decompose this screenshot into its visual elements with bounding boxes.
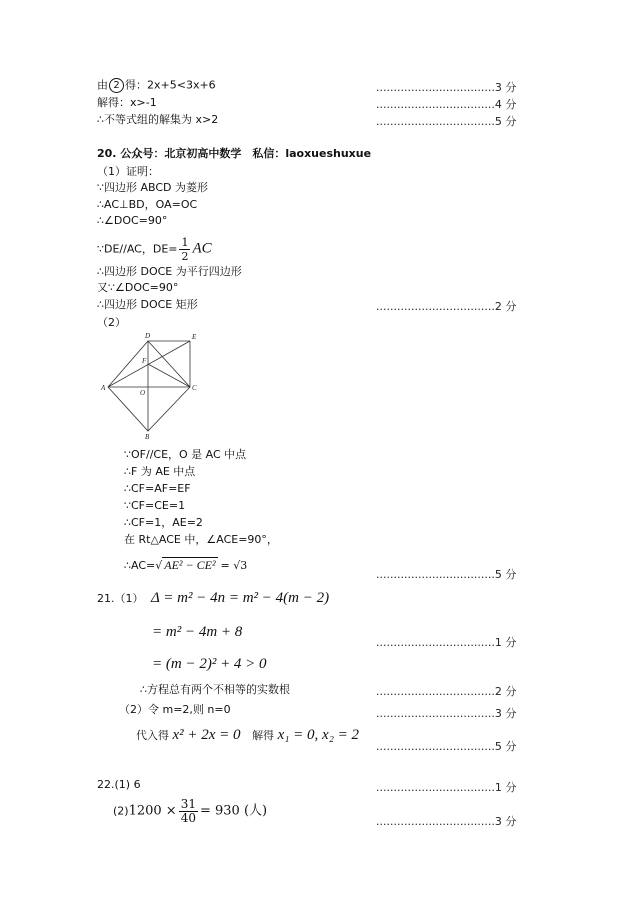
q20-m5: ∴CF=1，AE=2 (124, 516, 203, 529)
q20-m6: 在 Rt△ACE 中，∠ACE=90°， (124, 533, 278, 546)
fraction-numerator: 1 (181, 236, 189, 249)
points-marker: ..................................3 分 (376, 707, 517, 720)
points-marker: ..................................5 分 (376, 568, 517, 581)
label-d: D (145, 332, 151, 340)
q21-line6-math: x² + 2x = 0 (172, 727, 241, 743)
points-marker: ..................................1 分 (376, 636, 517, 649)
q20-line4-pre: ∵DE//AC，DE= (97, 242, 178, 256)
fraction-half (179, 236, 190, 263)
q20-m3: ∴CF=AF=EF (124, 482, 191, 495)
q20-line4 (97, 236, 212, 263)
q21-line6-math2: x₁ = 0, x₂ = 2 (277, 727, 360, 743)
q21-line6-pre: 代入得 (136, 729, 169, 742)
rhombus-figure (98, 330, 208, 442)
points-marker: ..................................3 分 (376, 81, 517, 94)
q20-line3: ∴∠DOC=90° (97, 214, 168, 227)
q20-part1: （1）证明： (97, 165, 159, 178)
fraction-31-40 (179, 798, 198, 825)
q21-line1-pre: 21.（1） (97, 592, 144, 605)
q19-line1-pre: 由 (97, 78, 108, 92)
points-marker: ..................................1 分 (376, 781, 517, 794)
q20-part2: （2） (97, 316, 126, 329)
q21-line2: = m² − 4m + 8 (152, 624, 243, 640)
q19-line1-post: 得：2x+5<3x+6 (125, 78, 216, 92)
q22-line2-pre: (2) (113, 804, 129, 818)
q20-header: 20. 公众号：北京初高中数学 私信：laoxueshuxue (97, 147, 372, 160)
q20-line7: ∴四边形 DOCE 矩形 (97, 298, 198, 311)
rhombus-abcd (108, 341, 190, 431)
points-marker: ..................................4 分 (376, 98, 517, 111)
q20-line6: 又∵∠DOC=90° (97, 281, 179, 294)
points-marker: ..................................3 分 (376, 815, 517, 828)
label-o: O (140, 389, 146, 397)
q20-m7-post: = √3 (220, 559, 248, 572)
q20-m4: ∵CF=CE=1 (124, 499, 186, 512)
q21-line4: ∴方程总有两个不相等的实数根 (140, 683, 290, 696)
q20-line5: ∴四边形 DOCE 为平行四边形 (97, 265, 242, 278)
q20-m1: ∵OF//CE，O 是 AC 中点 (124, 448, 247, 461)
q21-line1-math: Δ = m² − 4n = m² − 4(m − 2) (151, 590, 330, 606)
q21-line1 (97, 591, 329, 606)
q19-line1 (97, 78, 216, 93)
circled-number: 2 (109, 78, 124, 93)
points-marker: ..................................5 分 (376, 740, 517, 753)
q19-line3: ∴不等式组的解集为 x>2 (97, 113, 219, 126)
label-a: A (101, 384, 106, 392)
q20-line1: ∵四边形 ABCD 为菱形 (97, 181, 209, 194)
points-marker: ..................................2 分 (376, 300, 517, 313)
q20-m2: ∴F 为 AE 中点 (124, 465, 196, 478)
q22-line2-a: 1200 × (128, 803, 177, 819)
label-b: B (145, 433, 150, 441)
q20-line2: ∴AC⊥BD，OA=OC (97, 198, 198, 211)
points-marker: ..................................2 分 (376, 685, 517, 698)
q21-line3: = (m − 2)² + 4 > 0 (152, 656, 267, 672)
label-c: C (192, 384, 197, 392)
q20-m7: ∴AC=√ AE² − CE² = √3 (124, 558, 248, 572)
q21-line5: （2）令 m=2,则 n=0 (119, 703, 231, 716)
q19-line2: 解得：x>-1 (97, 96, 157, 109)
q22-line1: 22.(1) 6 (97, 778, 141, 791)
points-marker: ..................................5 分 (376, 115, 517, 128)
q21-line6-mid: 解得 (252, 729, 275, 742)
q20-line4-post: AC (192, 240, 212, 257)
fraction-denominator: 40 (180, 811, 196, 825)
sqrt-radicand: AE² − CE² (164, 558, 216, 572)
q21-line6 (136, 728, 359, 743)
segment-fc (148, 364, 190, 387)
fraction-denominator: 2 (181, 250, 189, 263)
q20-m7-pre: ∴AC= (124, 559, 156, 572)
label-e: E (192, 333, 197, 341)
q22-line2-b: = 930 (人) (199, 803, 268, 819)
fraction-numerator: 31 (180, 797, 196, 811)
q22-line2 (113, 798, 267, 825)
label-f: F (142, 357, 147, 365)
